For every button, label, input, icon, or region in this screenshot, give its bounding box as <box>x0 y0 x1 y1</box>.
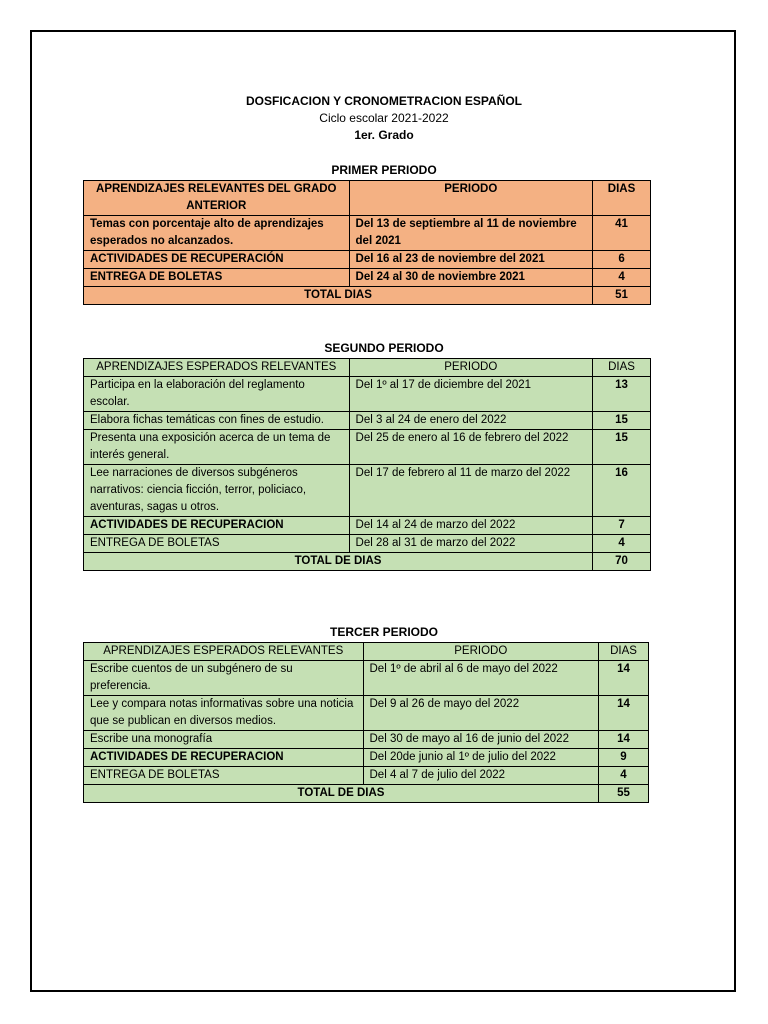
table-row <box>84 430 651 465</box>
period-2-title: SEGUNDO PERIODO <box>324 341 444 355</box>
total-label: TOTAL DE DIAS <box>84 785 599 803</box>
days-cell: 14 <box>599 731 649 749</box>
topic-cell: ENTREGA DE BOLETAS <box>84 767 364 785</box>
topic-cell: Escribe cuentos de un subgénero de su preferencia. <box>84 661 364 696</box>
total-value: 55 <box>599 785 649 803</box>
header-topic: APRENDIZAJES ESPERADOS RELEVANTES <box>84 359 350 377</box>
header-topic: APRENDIZAJES ESPERADOS RELEVANTES <box>84 643 364 661</box>
period-3-title: TERCER PERIODO <box>329 625 438 639</box>
topic-cell: Escribe una monografía <box>84 731 364 749</box>
days-cell: 4 <box>599 767 649 785</box>
school-cycle: Ciclo escolar 2021-2022 <box>319 111 449 125</box>
period-1-table <box>83 180 651 305</box>
days-cell: 4 <box>593 535 651 553</box>
header-days: DIAS <box>599 643 649 661</box>
table-row <box>84 749 649 767</box>
table-header-row <box>84 359 651 377</box>
period-cell: Del 1º al 17 de diciembre del 2021 <box>349 377 592 412</box>
table-row <box>84 535 651 553</box>
table-row <box>84 251 651 269</box>
period-cell: Del 14 al 24 de marzo del 2022 <box>349 517 592 535</box>
table-row <box>84 465 651 517</box>
period-3-table <box>83 642 649 803</box>
total-row <box>84 287 651 305</box>
period-cell: Del 13 de septiembre al 11 de noviembre del 2021 <box>349 216 593 251</box>
period-1-title: PRIMER PERIODO <box>331 163 437 177</box>
days-cell: 7 <box>593 517 651 535</box>
table-row <box>84 767 649 785</box>
table-row <box>84 661 649 696</box>
days-cell: 4 <box>593 269 651 287</box>
days-cell: 6 <box>593 251 651 269</box>
header-period: PERIODO <box>349 181 593 216</box>
period-cell: Del 3 al 24 de enero del 2022 <box>349 412 592 430</box>
days-cell: 15 <box>593 430 651 465</box>
table-header-row <box>84 643 649 661</box>
period-cell: Del 20de junio al 1º de julio del 2022 <box>363 749 599 767</box>
days-cell: 16 <box>593 465 651 517</box>
days-cell: 14 <box>599 696 649 731</box>
topic-cell: Lee narraciones de diversos subgéneros narrativos: ciencia ficción, terror, policiaco, aventuras, sagas u otros. <box>84 465 350 517</box>
period-2-table <box>83 358 651 571</box>
total-label: TOTAL DIAS <box>84 287 593 305</box>
topic-cell: Participa en la elaboración del reglamento escolar. <box>84 377 350 412</box>
topic-cell: Temas con porcentaje alto de aprendizajes esperados no alcanzados. <box>84 216 350 251</box>
days-cell: 14 <box>599 661 649 696</box>
topic-cell: Presenta una exposición acerca de un tema de interés general. <box>84 430 350 465</box>
table-header-row <box>84 181 651 216</box>
table-row <box>84 731 649 749</box>
topic-cell: ENTREGA DE BOLETAS <box>84 269 350 287</box>
table-row <box>84 269 651 287</box>
table-row <box>84 696 649 731</box>
period-cell: Del 28 al 31 de marzo del 2022 <box>349 535 592 553</box>
document-heading <box>0 93 768 144</box>
topic-cell: ACTIVIDADES DE RECUPERACIÓN <box>84 251 350 269</box>
table-row <box>84 216 651 251</box>
total-value: 70 <box>593 553 651 571</box>
total-value: 51 <box>593 287 651 305</box>
header-days: DIAS <box>593 359 651 377</box>
total-row <box>84 553 651 571</box>
header-topic: APRENDIZAJES RELEVANTES DEL GRADO ANTERIOR <box>84 181 350 216</box>
period-cell: Del 1º de abril al 6 de mayo del 2022 <box>363 661 599 696</box>
topic-cell: ENTREGA DE BOLETAS <box>84 535 350 553</box>
period-cell: Del 4 al 7 de julio del 2022 <box>363 767 599 785</box>
topic-cell: ACTIVIDADES DE RECUPERACION <box>84 749 364 767</box>
total-label: TOTAL DE DIAS <box>84 553 593 571</box>
grade-label: 1er. Grado <box>354 128 414 142</box>
header-period: PERIODO <box>363 643 599 661</box>
period-cell: Del 30 de mayo al 16 de junio del 2022 <box>363 731 599 749</box>
period-cell: Del 24 al 30 de noviembre 2021 <box>349 269 593 287</box>
days-cell: 9 <box>599 749 649 767</box>
topic-cell: Elabora fichas temáticas con fines de estudio. <box>84 412 350 430</box>
period-cell: Del 17 de febrero al 11 de marzo del 2022 <box>349 465 592 517</box>
days-cell: 15 <box>593 412 651 430</box>
period-cell: Del 9 al 26 de mayo del 2022 <box>363 696 599 731</box>
header-days: DIAS <box>593 181 651 216</box>
header-period: PERIODO <box>349 359 592 377</box>
document-title: DOSFICACION Y CRONOMETRACION ESPAÑOL <box>245 94 523 108</box>
topic-cell: ACTIVIDADES DE RECUPERACION <box>84 517 350 535</box>
period-cell: Del 16 al 23 de noviembre del 2021 <box>349 251 593 269</box>
table-row <box>84 517 651 535</box>
days-cell: 41 <box>593 216 651 251</box>
table-row <box>84 412 651 430</box>
days-cell: 13 <box>593 377 651 412</box>
table-row <box>84 377 651 412</box>
period-cell: Del 25 de enero al 16 de febrero del 2022 <box>349 430 592 465</box>
topic-cell: Lee y compara notas informativas sobre una noticia que se publican en diversos medios. <box>84 696 364 731</box>
total-row <box>84 785 649 803</box>
